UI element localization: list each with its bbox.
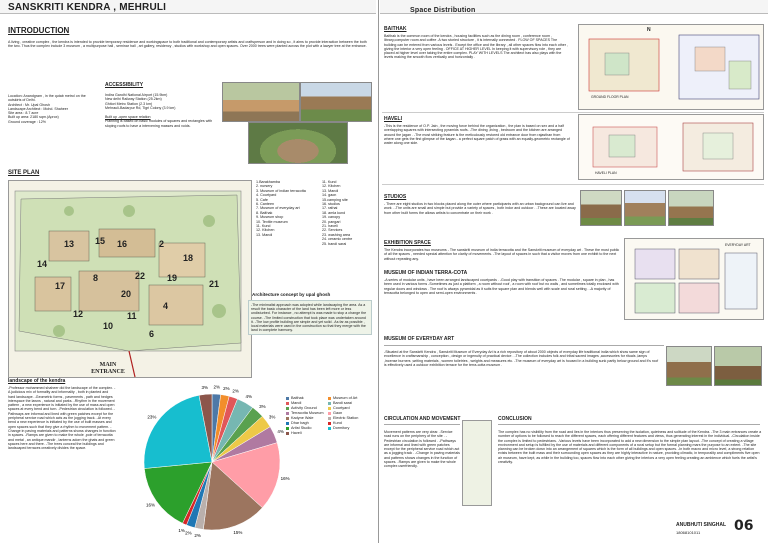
everyday-plan-caption: EVERYDAY ART [725, 243, 751, 247]
entrance-photo [222, 82, 300, 122]
built-open-heading: Built up -open space relation [105, 115, 151, 120]
built-open-text: Planning is based on basic modules of squares and rectangles with sloping roofs to have a intervening masses and voids. [105, 119, 213, 128]
pie-legend [286, 396, 374, 436]
site-label-22: 22 [135, 271, 146, 281]
studios-photo-1 [580, 190, 622, 226]
fact-ground-coverage: Ground coverage : 12% [8, 119, 46, 124]
legend-swatch [328, 422, 331, 425]
pie-pct-label-11: 1% [178, 528, 185, 534]
access-item-road: Mehrauli-Badarpur Rd, Tigri Colony (3.9 km) [105, 105, 176, 110]
site-label-17: 17 [55, 281, 66, 291]
exhibition-heading: EXHIBITION SPACE [384, 240, 431, 246]
legend-b-13: 23. washing area [322, 232, 351, 237]
terracotta-text: -A series of modular units , have been arranged landscaped courtyards . -Good play with transition of spaces . The modular , square in plan , has been used in various forms -Sometimes as just a platform , a room without roof , a room with roof but no walls , and sometimes totally enclosed with regular doors and windows . The roof is always pyramidal as it suits the square plan and blends well with scale and rural setting . -A majority of terracotta belonged to open and semi-open environments . [384, 278, 619, 295]
site-label-8: 8 [93, 273, 99, 283]
legend-b-4: 14. gaon [322, 193, 337, 198]
legend-b-10: 20. pangari [322, 219, 341, 224]
legend-b-9: 19. canopy [322, 215, 341, 220]
introduction-text: A living , creative complex , the kendra is intended to provide temporary residence and workingspace to both traditional and contemporary artists and craftsperson and in doing so , it aims to provide interaction between the both the two. Thus the complex include 3 museum , a multipurpose hall , seminar hall , art gallery, residency , studios with workshop and open spaces. Over 2000 trees were planted across the plot with a lawyer tree at the entrance. [8, 40, 367, 49]
haveli-text: -This is the residence of O.P. Jain , the moving force behind the organization , the plan is based on sex and a half overlapping squares with intersecting pyramids roofs. -The dining ,living , bedroom and the kitchen are arranged around the jagan . -The most striking feature is the meticulously restored old entrance door from rajasthan from where one gets the first glimpse of the kagan - a perfect square patch of grass with an equally-geometric rectangle of water along one side. [384, 124, 570, 146]
fact-landscape: Landscape Architect : Mohd. Shaheer [8, 106, 68, 111]
legend-label: Baithak [291, 396, 304, 400]
area-pie-chart [134, 374, 374, 542]
legend-label: Activity Ground [291, 406, 317, 410]
haveli-plan-caption: HAVELI PLAN [595, 171, 617, 175]
legend-b-12: 22. Services [322, 228, 343, 233]
access-item-airport: Indira Gandhi National Airport (15.9km) [105, 93, 168, 97]
pie-pct-label-5: 3% [268, 414, 276, 420]
legend-label: Mandi [291, 401, 302, 405]
everyday-text: -Situated at the Sanskriti Kendra , Sanskriti Museum of Everyday Art is a rich repository of about 2000 objects of everyday life traditional india which show same sign of excellence in craftsmanship , conception , design or ingenuity of practical device . -The collection includes folk and tribal sacred images ,accessories for rituals ,lamps ,incense burners ,writing materials , women toiletries , weights and measures etc. -The museum of everyday art is housed in a building sunk partly below ground and it's roof is effectively used a outdoor exhibition terrace for the terra-cotta museum . [384, 350, 659, 367]
accessibility-block [105, 82, 217, 128]
legend-label: Artist Studio [291, 426, 312, 430]
legend-swatch [328, 412, 331, 415]
everyday-art-plan [624, 238, 764, 320]
legend-b-6: 16. studios [322, 202, 340, 207]
legend-a-7: 7. Museum of everyday art [256, 206, 300, 211]
legend-label: Gaon [333, 411, 343, 415]
conclusion-text: The complex has no visibility from the road and lies in the interiors thus preserving the isolation, quietness and solitude of the Kendra. -The 3 main entrances create a number of options to be followed to reach the different spaces, each offering different features and views, thus generating interest in the individual. -Circulation inside the complex is limited to pedestrians. -Various levels have been incorporated to add a new dimension to the simple plan layout. -The concept of creating a village environment and setup is fulfilled by the use of materials and different components of a rural setup but the formal planning mars the purpose to an extent. -The site planning can be broken down into an arrangement of squares which is the form of all buildings and open spaces. -In both macro and micro level, a strong relation exists between the built mass and their surrounding open spaces as they are highly interactive in nature, providing climatic, in temporality and compliments five open air museum, have kept, as while in the building too, spaces flow into each other giving the interiors a very open feeling creating an ambience which fuels the artist's creativity. [498, 430, 762, 465]
pie-pct-label-14: 3% [201, 384, 209, 390]
pie-pct-label-9: 2% [194, 533, 201, 539]
circulation-divider [384, 424, 460, 425]
legend-label: Dhar bagh [291, 421, 309, 425]
legend-label: Terracotta Museum [291, 411, 324, 415]
legend-b-15: 25. bandi sarai [322, 241, 347, 246]
legend-b-2: 12. Kitchen [322, 184, 341, 189]
fact-architect: Architect : Mr. Upal Ghosh [8, 102, 50, 107]
introduction-heading: INTRODUCTION [8, 26, 70, 35]
site-label-18: 18 [183, 253, 194, 263]
legend-a-11: 11. Kund [256, 224, 271, 229]
fact-location: Location: Anandgram , in the qutab metrol on the outskirts of Delhi. [8, 94, 86, 103]
legend-swatch [286, 407, 289, 410]
legend-swatch [286, 427, 289, 430]
site-plan-heading: SITE PLAN [8, 170, 40, 176]
everyday-heading: MUSEUM OF EVERYDAY ART [384, 336, 455, 342]
legend-b-8: 18. amla kund [322, 210, 346, 215]
pie-pct-label-1: 2% [223, 385, 230, 391]
site-label-20: 20 [121, 289, 132, 299]
main-entrance-label: MAIN ENTRANCE [91, 362, 125, 375]
legend-b-11: 21. haveli [322, 224, 338, 229]
studios-photo-2 [624, 190, 666, 226]
baithak-plan [578, 24, 764, 110]
legend-a-13: 13. Mandi [256, 232, 273, 237]
legend-label: Haveli [291, 431, 302, 435]
conclusion-heading: CONCLUSION [498, 416, 532, 422]
site-label-11: 11 [127, 311, 137, 321]
site-plan-drawing [8, 180, 252, 378]
site-label-14: 14 [37, 259, 48, 269]
steps-photo [248, 122, 348, 164]
pie-pct-label-7: 16% [280, 476, 290, 482]
legend-a-6: 6. Canteen [256, 202, 275, 207]
north-label: N [647, 27, 651, 33]
pie-pct-label-6: 4% [277, 429, 284, 435]
legend-a-3: 3. Museum of indian terracotta [256, 188, 306, 193]
site-legend-a [256, 180, 306, 237]
everyday-photo-2 [714, 346, 762, 386]
legend-label: Kund [333, 421, 342, 425]
page-title: SANSKRITI KENDRA , MEHRULI [8, 2, 167, 13]
concept-text: -The minimalist approach was adopted while landscaping the area. As a result the basic character of the land has been left more or less undisturbed. For instance , no attempt is was made to stop a change the course. -The limited construction that took place was undertaken around it. -The low profile building are simple and yet solid . As far as possible , local materials were used in the construction so that they merge with the land in complete harmony. [248, 300, 372, 335]
haveli-heading: HAVELI [384, 116, 402, 122]
legend-b-3: 13. Mandi [322, 188, 339, 193]
site-label-4: 4 [163, 301, 169, 311]
site-label-10: 10 [103, 321, 114, 331]
circulation-plan [462, 420, 492, 506]
legend-swatch [286, 422, 289, 425]
site-label-6: 6 [149, 329, 155, 339]
footer-roll: 18068101011 [676, 530, 701, 535]
site-label-13: 13 [64, 239, 75, 249]
access-item-railway: New delhi Railway Station (25.2km) [105, 97, 162, 102]
landscape-heading: landscape of the kendra [8, 378, 66, 384]
pie-pct-label-8: 15% [233, 529, 243, 535]
site-legend-b [322, 180, 372, 246]
terracotta-heading: MUSEUM OF INDIAN TERRA-COTA [384, 270, 468, 276]
legend-swatch [328, 417, 331, 420]
legend-swatch [328, 402, 331, 405]
site-label-2: 2 [159, 239, 165, 249]
pie-pct-label-2: 2% [232, 388, 239, 394]
circulation-heading: CIRCULATION AND MOVEMENT [384, 416, 461, 422]
legend-label: Dormitory [333, 426, 350, 430]
legend-a-2: 2. nursery [256, 184, 273, 189]
column-divider [378, 0, 379, 543]
legend-a-8: 8. Baithak [256, 210, 273, 215]
legend-label: Courtyard [333, 406, 350, 410]
baithak-text: Baithak is the common room of the kendra , housing facilities such as the dining room , conference room , library,computer room and coffee .A two storied structure , it is internally connected . FLOW OF SPACES The building can be entered from various levels . Except the office and the library , all other spaces flow into each other , giving the interior a very open feeling . OFFICE AT HIGHER LEVEL In keeping it with supervisory role , they are placed at higher level over taking the entire complex. PLAY WITH LEVELS The architect has also plays with the levels making the smooth flow vertically and horizontally . [384, 34, 568, 60]
legend-swatch [328, 397, 331, 400]
pie-pct-label-12: 16% [145, 502, 155, 508]
page-number: 06 [734, 518, 754, 534]
space-distribution-title: Space Distribution [410, 7, 476, 14]
studios-photo-3 [668, 190, 714, 226]
conclusion-divider [498, 424, 760, 425]
legend-label: Electric Station [333, 416, 359, 420]
courtyard-photo [300, 82, 372, 122]
legend-swatch [328, 407, 331, 410]
legend-swatch [328, 427, 331, 430]
everyday-photo-1 [666, 346, 712, 386]
everyday-divider [384, 345, 664, 346]
legend-b-1: 11. Kund [322, 180, 337, 184]
studios-text: - There are eight studios in two blocks placed along the outer where participants with an urban background can live and work . -The units are small and simple but provide a variety of spaces , both indor and outdoor . -These are located away from other built forms the allows artists to concentrate on their work . [384, 202, 576, 215]
pie-pct-label-0: 2% [213, 384, 221, 390]
haveli-plan [578, 114, 764, 180]
legend-b-5: 15.camping site [322, 197, 348, 202]
divider-2 [382, 184, 764, 185]
fact-built-area: Built up area: 2180 sqm.(Aprox) [8, 115, 59, 120]
concept-heading: Architecture concept by upal ghosh [252, 292, 331, 297]
everyday-plan-svg [625, 239, 765, 321]
pie-pct-label-13: 23% [147, 414, 157, 420]
legend-a-12: 12. Kitchen [256, 228, 275, 233]
pie-pct-label-10: 2% [185, 530, 192, 536]
legend-swatch [286, 432, 289, 435]
legend-a-4: 4. Courtyard [256, 193, 277, 198]
landscape-text: -Professor mohammed shaheer did the landscape of the complex. -A judicious mix of formality and informality , both in planted and hard landscape. -Geometric forms , pavements , path and hedges interspace the lawns , natural and parks. -Rhythm in the movement pattern , a new experience is initiated by the use of mass and open spaces at every bend and turn. -Pedestrian circulation is followed. -Pathways are informal and lined with green patches except for the peripheral service road which acts as the jogging track. -At every bend a new experience is initiated by the use of built masses and open spaces such that they give a rhythm to movement pattern. -Change in paving materials and patterns shows changes in function in spaces. -Ramps are given to make the whole ,pole of terracotta and metal , an antique mandir , lanterns adorn the ghats and green spaces here and there. -The trees conceal the buildings and landscaped terraces creatively divides the space. [8, 386, 116, 451]
legend-a-10: 10. Textile museum [256, 219, 288, 224]
pie-pct-label-4: 3% [259, 403, 266, 409]
baithak-plan-caption: GROUND FLOOR PLAN [591, 95, 629, 99]
legend-swatch [286, 417, 289, 420]
circulation-text: Movement patterns are very clear. -Service road runs on the periphery of the site . -Pedestrian circulation is followed . -Pathways are informal and lined with green patches except for the peripheral service road which act as a jogging track . -Change in paving materials and patterns shows changes in the function of spaces. -Ramps are given to make the whole complex userfriendly. [384, 430, 460, 469]
legend-b-14: 24. ceramic centre [322, 237, 353, 242]
pie-pct-label-3: 4% [245, 394, 253, 400]
fact-site-area: Site area : 8.7 acre [8, 111, 39, 116]
site-label-16: 16 [117, 239, 128, 249]
accessibility-heading: ACCESSIBILITY [105, 82, 144, 88]
exhibition-text: The Kendra incorporates two museums - The sanskriti museum of india terracotta and the Sanskriti museum of everyday art . These the most public of all the spaces , needed special attention for clarity of movements. -The layout of spaces in such that a visitor moves from one exhibit to the next without repeating any. [384, 248, 620, 261]
facts-box [8, 86, 98, 156]
legend-a-9: 9. Museum shop [256, 215, 284, 220]
site-label-15: 15 [95, 236, 106, 246]
legend-a-1: 1.Barakhamba [256, 180, 280, 184]
studios-heading: STUDIOS [384, 194, 407, 200]
divider-1 [382, 112, 764, 113]
access-item-metro: Ghitori Metro Station (2.3 km) [105, 101, 153, 106]
footer-author: ANUBHUTI SINGHAL [676, 522, 726, 528]
site-label-12: 12 [73, 309, 84, 319]
legend-label: Bandi sarai [333, 401, 352, 405]
pie-legend-item [286, 431, 328, 436]
legend-b-7: 17. rathai [322, 206, 338, 211]
legend-label: Museum of Art [333, 396, 358, 400]
site-label-19: 19 [167, 273, 178, 283]
legend-swatch [286, 397, 289, 400]
pie-legend-item [328, 426, 370, 431]
legend-swatch [286, 402, 289, 405]
site-label-21: 21 [209, 279, 220, 289]
legend-a-5: 5. Cafe [256, 197, 268, 202]
baithak-heading: BAITHAK [384, 26, 407, 32]
legend-label: Kadyne Wale [291, 416, 314, 420]
legend-swatch [286, 412, 289, 415]
